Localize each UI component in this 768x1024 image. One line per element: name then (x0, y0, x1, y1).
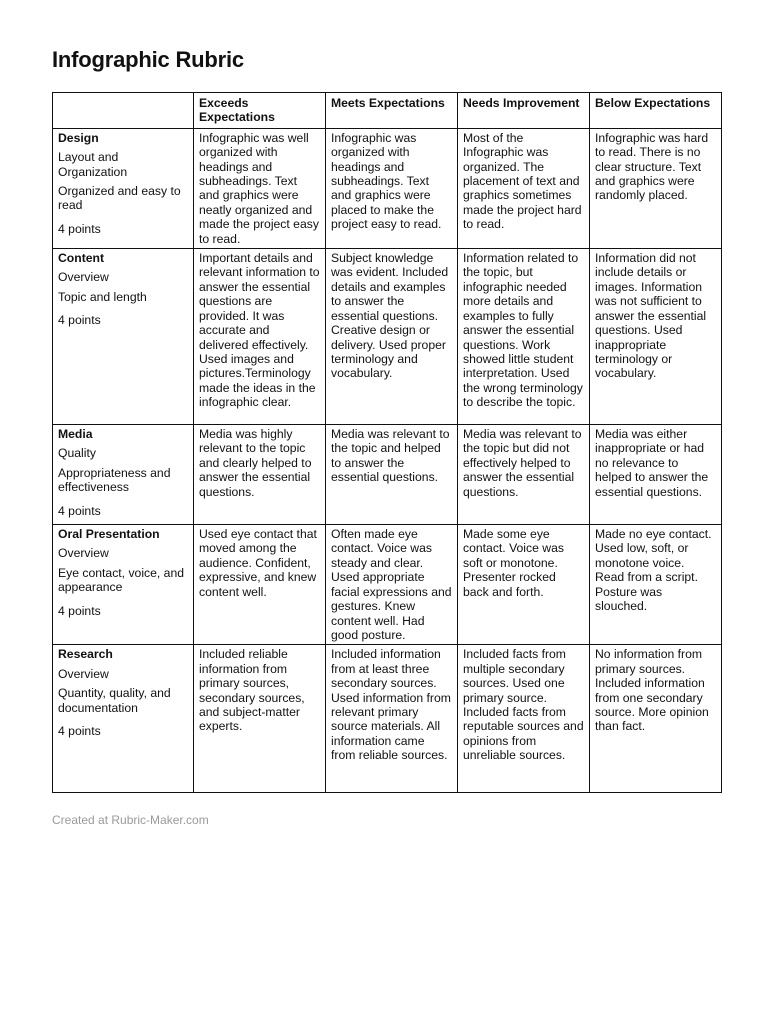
criteria-cell (53, 249, 194, 425)
rubric-cell: Subject knowledge was evident. Included details and examples to answer the essential questions. Creative design or delivery. Used proper terminology and vocabulary. (326, 249, 458, 425)
rubric-cell: Media was highly relevant to the topic and clearly helped to answer the essential questions. (194, 425, 326, 525)
criteria-name: Research (58, 647, 113, 662)
rubric-cell: Most of the Infographic was organized. The placement of text and graphics sometimes made the project hard to read. (458, 128, 590, 248)
criteria-points: 4 points (58, 313, 101, 328)
criteria-line: Eye contact, voice, and appearance (58, 565, 185, 595)
rubric-cell: Important details and relevant information to answer the essential questions are provided. It was accurate and delivered effectively. Used images and pictures.Terminology made the ideas in the infographic clear. (194, 249, 326, 425)
criteria-cell (53, 645, 194, 793)
criteria-line: Overview (58, 546, 109, 561)
rubric-cell: Included information from at least three secondary sources. Used information from relevant primary source materials. All information came from reliable sources. (326, 645, 458, 793)
criteria-points: 4 points (58, 723, 101, 738)
header-below: Below Expectations (590, 93, 722, 129)
rubric-cell: Included facts from multiple secondary sources. Used one primary source. Included facts from reputable sources and opinions from unreliable sources. (458, 645, 590, 793)
criteria-name: Design (58, 130, 99, 145)
table-row-design (53, 128, 722, 248)
rubric-cell: Information related to the topic, but infographic needed more details and examples to fully answer the essential questions. Work showed little student interpretation. Used the wrong terminology to describe the topic. (458, 249, 590, 425)
header-row (53, 93, 722, 129)
criteria-points: 4 points (58, 603, 101, 618)
criteria-points: 4 points (58, 221, 101, 236)
rubric-cell: Media was relevant to the topic and helped to answer the essential questions. (326, 425, 458, 525)
rubric-cell: Often made eye contact. Voice was steady and clear. Used appropriate facial expressions and gestures. Knew content well. Had good posture. (326, 525, 458, 645)
footer-credit: Created at Rubric-Maker.com (52, 813, 209, 827)
rubric-cell: Media was relevant to the topic but did not effectively helped to answer the essential questions. (458, 425, 590, 525)
header-needs-improvement: Needs Improvement (458, 93, 590, 129)
criteria-name: Oral Presentation (58, 527, 160, 542)
table-row-research (53, 645, 722, 793)
header-criteria (53, 93, 194, 129)
criteria-line: Layout and Organization (58, 150, 128, 179)
criteria-line: Topic and length (58, 289, 147, 304)
table-row-oral-presentation (53, 525, 722, 645)
rubric-cell: Made some eye contact. Voice was soft or monotone. Presenter rocked back and forth. (458, 525, 590, 645)
rubric-cell: Media was either inappropriate or had no relevance to helped to answer the essential questions. (590, 425, 722, 525)
criteria-line: Appropriateness and effectiveness (58, 465, 171, 495)
criteria-line: Overview (58, 666, 109, 681)
rubric-cell: Information did not include details or images. Information was not sufficient to answer the essential questions. Used inappropriate terminology or vocabulary. (590, 249, 722, 425)
criteria-points: 4 points (58, 503, 101, 518)
criteria-name: Content (58, 251, 105, 266)
criteria-cell (53, 128, 194, 248)
criteria-line: Overview (58, 270, 109, 285)
rubric-cell: Infographic was well organized with headings and subheadings. Text and graphics were neatly organized and made the project easy to read. (194, 128, 326, 248)
rubric-cell: Infographic was organized with headings and subheadings. Text and graphics were placed to make the project easy to read. (326, 128, 458, 248)
rubric-cell: Used eye contact that moved among the audience. Confident, expressive, and knew content well. (194, 525, 326, 645)
criteria-line: Quality (58, 446, 96, 461)
rubric-cell: Made no eye contact. Used low, soft, or monotone voice. Read from a script. Posture was slouched. (590, 525, 722, 645)
rubric-cell: Infographic was hard to read. There is no clear structure. Text and graphics were randomly placed. (590, 128, 722, 248)
criteria-name: Media (58, 427, 93, 442)
criteria-cell (53, 525, 194, 645)
criteria-line: Quantity, quality, and documentation (58, 686, 171, 715)
page-title: Infographic Rubric (52, 47, 244, 72)
rubric-cell: No information from primary sources. Included information from one secondary source. More opinion than fact. (590, 645, 722, 793)
header-exceeds: Exceeds Expectations (194, 93, 326, 129)
criteria-cell (53, 425, 194, 525)
table-row-content (53, 249, 722, 425)
rubric-cell: Included reliable information from primary sources, secondary sources, and subject-matter experts. (194, 645, 326, 793)
table-row-media (53, 425, 722, 525)
criteria-line: Organized and easy to read (58, 184, 181, 213)
header-meets: Meets Expectations (326, 93, 458, 129)
rubric-table (52, 92, 722, 793)
